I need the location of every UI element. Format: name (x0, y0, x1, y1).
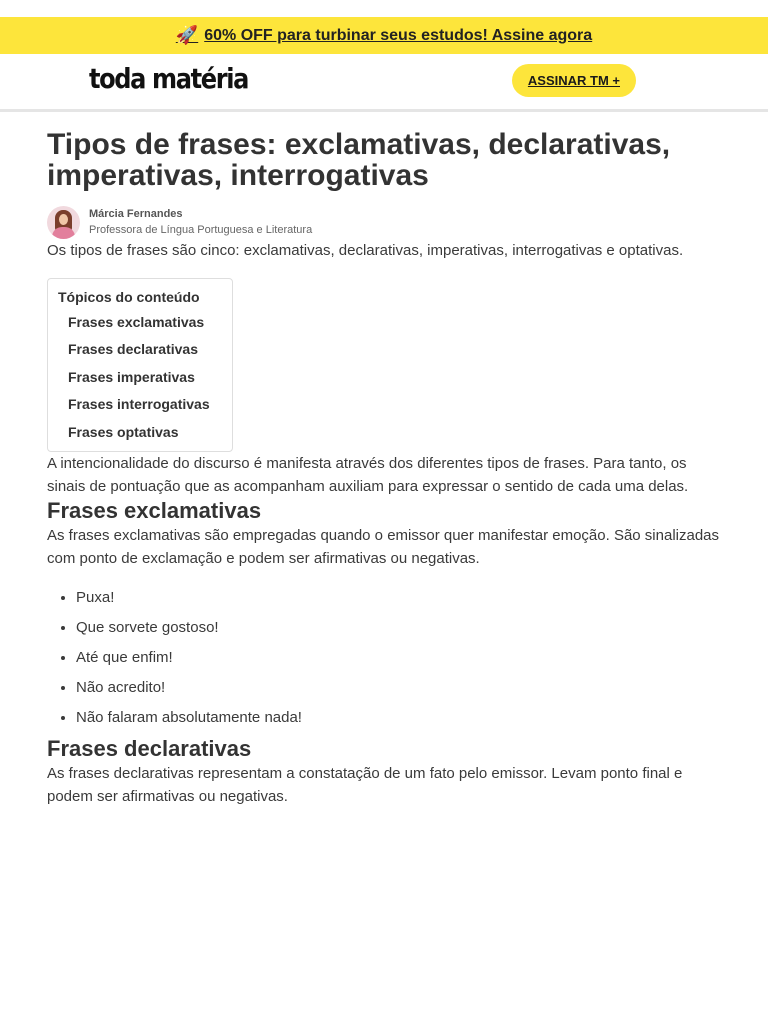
author-name[interactable]: Márcia Fernandes (89, 208, 183, 220)
site-logo[interactable]: toda matéria (89, 61, 248, 95)
list-item: • Não acredito! (76, 676, 721, 699)
toc-link[interactable]: Frases optativas (68, 423, 179, 440)
toc-link[interactable]: Frases imperativas (68, 368, 195, 385)
list-item: • Até que enfim! (76, 646, 721, 669)
toc-link[interactable]: Frases exclamativas (68, 314, 205, 330)
toc-item-interrogativas[interactable] (68, 394, 232, 414)
section-paragraph-exclamativas: As frases exclamativas são empregadas quando o emissor quer manifestar emoção. São sinalizadas com ponto de exclamação e podem ser afirmativas ou negativas. (47, 526, 720, 567)
author-role: Professora de Língua Portuguesa e Literatura (89, 224, 313, 236)
subscribe-button[interactable]: ASSINAR TM + (512, 64, 636, 97)
toc-link[interactable]: Frases declarativas (68, 341, 198, 358)
page-title: Tipos de frases: exclamativas, declarativas, imperativas, interrogativas (47, 128, 671, 192)
list-item: • Puxa! (76, 586, 721, 609)
intro-paragraph: Os tipos de frases são cinco: exclamativas, declarativas, imperativas, interrogativas e optativas. (47, 242, 684, 259)
discourse-paragraph: A intencionalidade do discurso é manifesta através dos diferentes tipos de frases. Para tanto, os sinais de pontuação que as acompanham auxiliam para expressar o sentido de cada uma delas. (47, 454, 689, 495)
article-content (0, 129, 768, 808)
author-info (47, 206, 721, 239)
section-heading-exclamativas: Frases exclamativas (47, 497, 262, 523)
toc-title: Tópicos do conteúdo (58, 289, 200, 305)
author-details (89, 207, 312, 238)
rocket-icon: 🚀 (175, 25, 199, 45)
table-of-contents (47, 278, 233, 452)
toc-list (58, 312, 232, 442)
toc-item-optativas[interactable] (68, 422, 232, 442)
examples-list (47, 586, 721, 729)
section-heading-declarativas: Frases declarativas (47, 735, 252, 761)
toc-item-exclamativas[interactable] (68, 312, 232, 332)
list-item: • Não falaram absolutamente nada! (76, 706, 721, 729)
promo-text: 60% OFF para turbinar seus estudos! Assine agora (204, 26, 593, 44)
section-paragraph-declarativas: As frases declarativas representam a constatação de um fato pelo emissor. Levam ponto final e podem ser afirmativas ou negativas. (47, 764, 683, 805)
avatar[interactable] (47, 206, 80, 239)
toc-link[interactable]: Frases interrogativas (68, 396, 210, 413)
promo-banner[interactable] (0, 17, 768, 54)
site-header (0, 54, 768, 112)
promo-link[interactable] (176, 25, 592, 46)
toc-item-declarativas[interactable] (68, 339, 232, 359)
list-item: • Que sorvete gostoso! (76, 616, 721, 639)
toc-item-imperativas[interactable] (68, 367, 232, 387)
top-spacer (0, 0, 768, 17)
